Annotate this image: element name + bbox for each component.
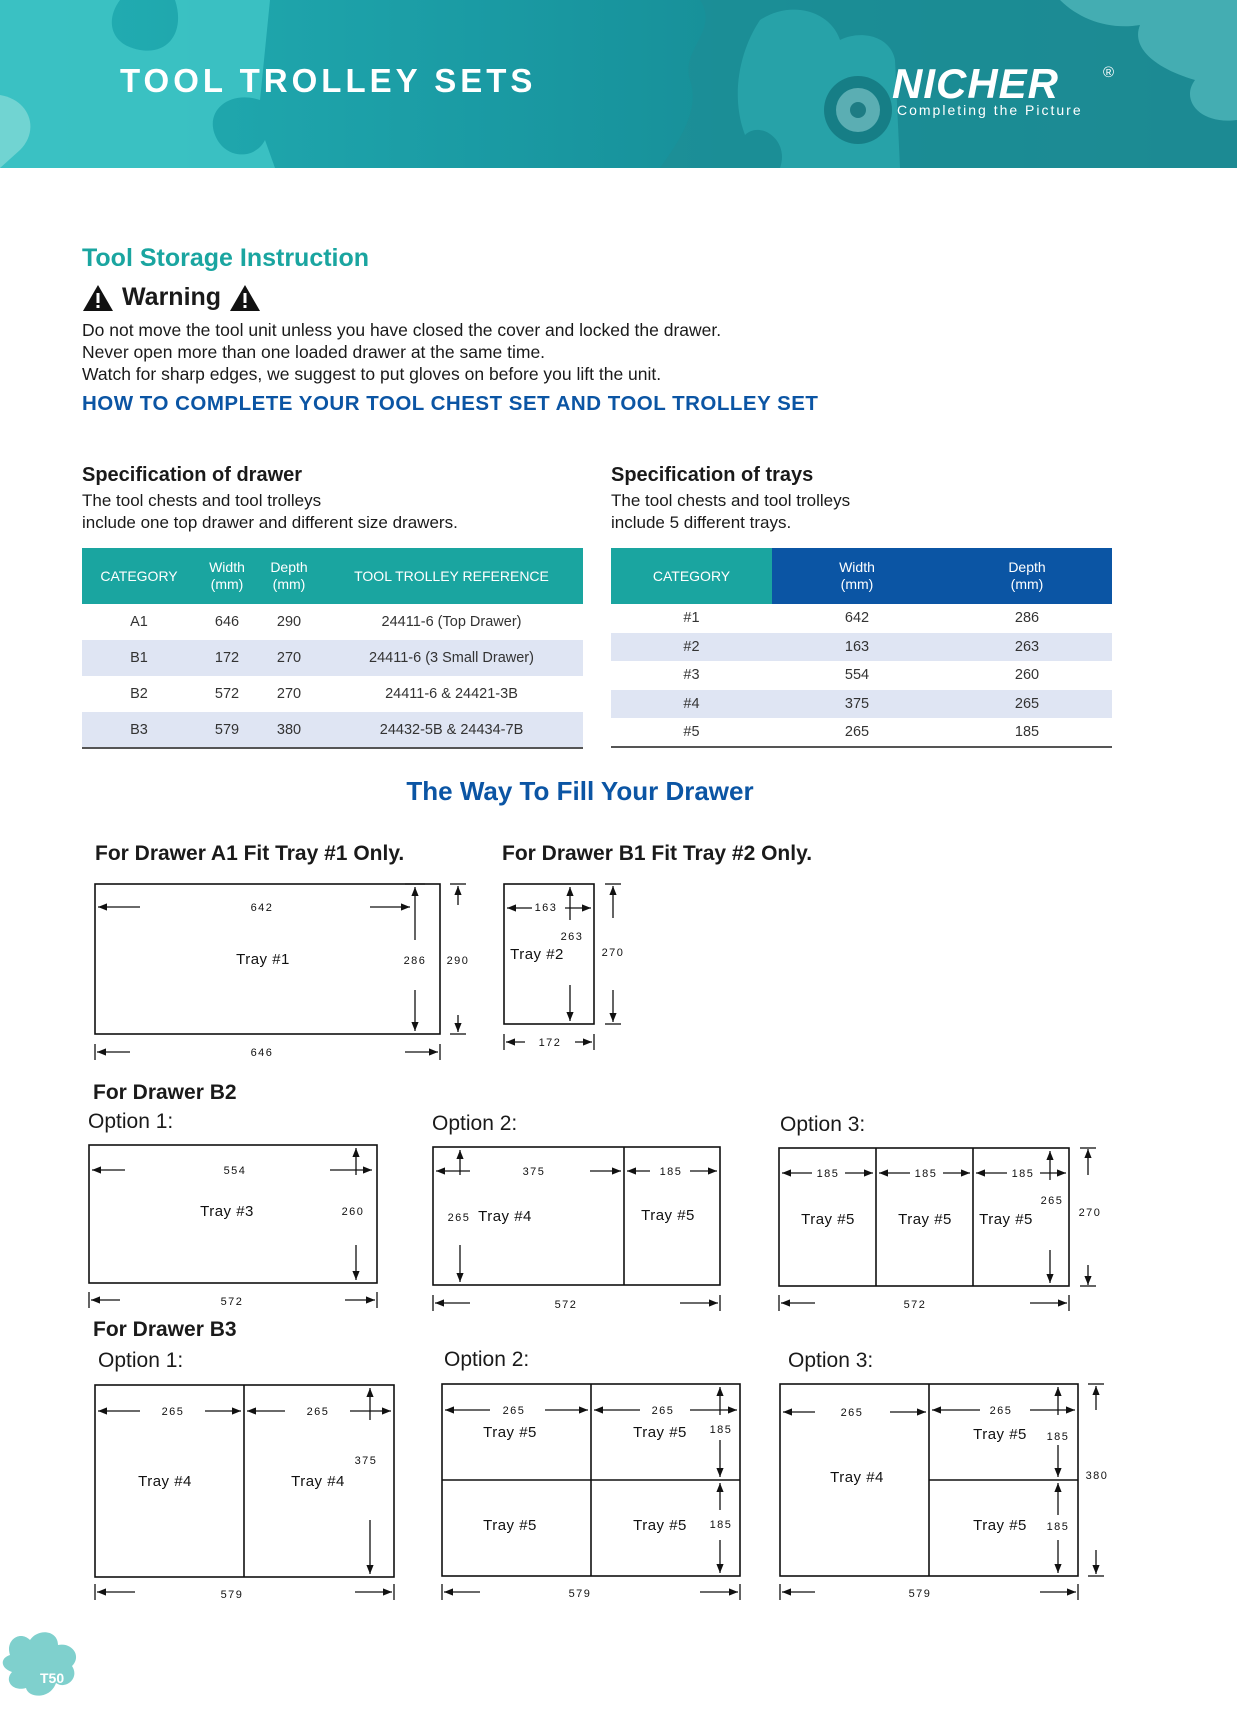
fill-drawer-title: The Way To Fill Your Drawer [406,776,754,806]
b3o2-tray-width: 265 [651,1405,675,1417]
b2o3-drawer-depth: 270 [1078,1207,1102,1219]
col-header: Width (mm) [209,559,245,592]
b2o1-tray-width: 554 [223,1165,247,1177]
b2o3-tray-width: 185 [816,1168,840,1180]
b3o3-drawer-depth: 380 [1085,1470,1109,1482]
b2o1-tray-name: Tray #3 [200,1203,254,1220]
b3o1-tray-name: Tray #4 [291,1473,345,1490]
a1-tray-name: Tray #1 [236,951,290,968]
table-cell: 646 [214,614,240,630]
warning-label: Warning [122,283,222,311]
b3o1-tray-width: 265 [161,1406,185,1418]
b2o2-tray5-width: 185 [659,1166,683,1178]
b3o2-depth: 185 [709,1519,733,1531]
col-header: TOOL TROLLEY REFERENCE [354,567,549,584]
table-cell: B3 [82,712,196,748]
table-cell: 290 [276,614,302,630]
b3o3-tray-name: Tray #5 [973,1517,1027,1534]
a1-tray-width: 642 [250,902,274,914]
b3-option3-label: Option 3: [788,1349,874,1372]
drawer-spec-desc-line: include one top drawer and different size drawers. [82,513,458,532]
b3o3-tray-name: Tray #5 [973,1426,1027,1443]
table-cell: 185 [1014,724,1040,741]
tray-spec-desc-line: The tool chests and tool trolleys [611,491,851,510]
puzzle-piece-icon [3,1632,76,1695]
table-cell: 579 [196,712,258,748]
b2o2-tray4-name: Tray #4 [478,1208,532,1225]
b1-title: For Drawer B1 Fit Tray #2 Only. [502,842,813,865]
b2o1-drawer-width: 572 [220,1296,244,1308]
drawer-spec-desc-line: The tool chests and tool trolleys [82,491,322,510]
b2o1-tray-depth: 260 [341,1206,365,1218]
b2o2-tray4-width: 375 [522,1166,546,1178]
table-cell: B1 [82,640,196,676]
brand-tagline: Completing the Picture [897,102,1083,118]
b3o3-depth: 185 [1046,1521,1070,1533]
col-header: CATEGORY [611,548,772,604]
warning-line: Watch for sharp edges, we suggest to put gloves on before you lift the unit. [82,364,662,384]
table-cell: 24411-6 & 24421-3B [385,686,518,702]
table-cell: #3 [683,667,700,684]
table-cell: 270 [276,686,302,702]
table-cell: 265 [942,690,1112,719]
col-header: CATEGORY [100,567,178,584]
table-cell: #2 [611,633,772,662]
table-cell: 24411-6 (3 Small Drawer) [320,640,583,676]
b3-option2-label: Option 2: [444,1348,530,1371]
b2-option3-label: Option 3: [780,1113,866,1136]
col-header: Depth (mm) [270,559,308,592]
b2-title: For Drawer B2 [93,1081,237,1104]
table-cell: 265 [844,724,870,741]
b3o2-depth: 185 [709,1424,733,1436]
b3o1-tray-width: 265 [306,1406,330,1418]
b2o3-tray-width: 185 [914,1168,938,1180]
registered-mark: ® [1103,64,1115,81]
b3o2-tray-name: Tray #5 [633,1517,687,1534]
b3o3-tray-width: 265 [840,1407,864,1419]
b1-tray-depth: 263 [560,931,584,943]
table-cell: 263 [942,633,1112,662]
b3o2-tray-name: Tray #5 [483,1517,537,1534]
b3o2-tray-width: 265 [502,1405,526,1417]
table-cell: 163 [772,633,942,662]
a1-title: For Drawer A1 Fit Tray #1 Only. [95,842,405,865]
brand-logo: NICHER [892,60,1060,107]
drawer-spec-title: Specification of drawer [82,464,303,486]
warning-line: Never open more than one loaded drawer at the same time. [82,342,546,362]
b2o3-depth: 265 [1040,1195,1064,1207]
b3o3-tray-width: 265 [989,1405,1013,1417]
b3-option1-label: Option 1: [98,1349,184,1372]
b1-drawer-depth: 270 [601,947,625,959]
b3o3-depth: 185 [1046,1431,1070,1443]
b2o2-tray5-name: Tray #5 [641,1207,695,1224]
b3o3-drawer-width: 579 [908,1588,932,1600]
warning-line: Do not move the tool unit unless you have closed the cover and locked the drawer. [82,320,722,340]
b1-drawer-width: 172 [538,1037,562,1049]
b3o2-tray-name: Tray #5 [483,1424,537,1441]
a1-drawer-depth: 290 [446,955,470,967]
b2o3-drawer-width: 572 [903,1299,927,1311]
table-cell: 172 [196,640,258,676]
tray-spec-title: Specification of trays [611,464,814,486]
table-cell: #1 [683,610,700,627]
how-to-heading: HOW TO COMPLETE YOUR TOOL CHEST SET AND TOOL TROLLEY SET [82,392,819,415]
b2o3-tray-name: Tray #5 [979,1211,1033,1228]
page-number: T50 [40,1670,65,1686]
b2o2-depth: 265 [447,1212,471,1224]
table-cell: 260 [1014,667,1040,684]
storage-heading: Tool Storage Instruction [82,244,370,272]
table-cell: #4 [611,690,772,719]
b2o2-drawer-width: 572 [554,1299,578,1311]
b2-option1-label: Option 1: [88,1110,174,1133]
b2o3-tray-name: Tray #5 [898,1211,952,1228]
table-cell: 375 [772,690,942,719]
table-cell: 286 [1014,610,1040,627]
table-cell: #5 [683,724,700,741]
b1-tray-name: Tray #2 [510,946,564,963]
b2-option2-label: Option 2: [432,1112,518,1135]
b3o2-tray-name: Tray #5 [633,1424,687,1441]
a1-tray-depth: 286 [403,955,427,967]
b2o3-tray-width: 185 [1011,1168,1035,1180]
table-cell: 380 [258,712,320,748]
page-title: TOOL TROLLEY SETS [120,62,537,99]
b3-title: For Drawer B3 [93,1318,237,1341]
b3o1-tray-name: Tray #4 [138,1473,192,1490]
a1-drawer-width: 646 [250,1047,274,1059]
table-cell: 270 [258,640,320,676]
tray-spec-desc-line: include 5 different trays. [611,513,792,532]
table-cell: A1 [130,614,148,630]
col-header: Depth (mm) [942,548,1112,604]
table-cell: 642 [844,610,870,627]
b3o2-drawer-width: 579 [568,1588,592,1600]
b2o3-tray-name: Tray #5 [801,1211,855,1228]
b3o3-tray-name: Tray #4 [830,1469,884,1486]
table-cell: 554 [844,667,870,684]
table-cell: 24411-6 (Top Drawer) [381,614,522,630]
col-header: Width (mm) [772,548,942,604]
b1-tray-width: 163 [534,902,558,914]
b3o1-depth: 375 [354,1455,378,1467]
table-cell: 572 [214,686,240,702]
b3o1-drawer-width: 579 [220,1589,244,1601]
table-cell: 24432-5B & 24434-7B [320,712,583,748]
table-cell: B2 [130,686,148,702]
